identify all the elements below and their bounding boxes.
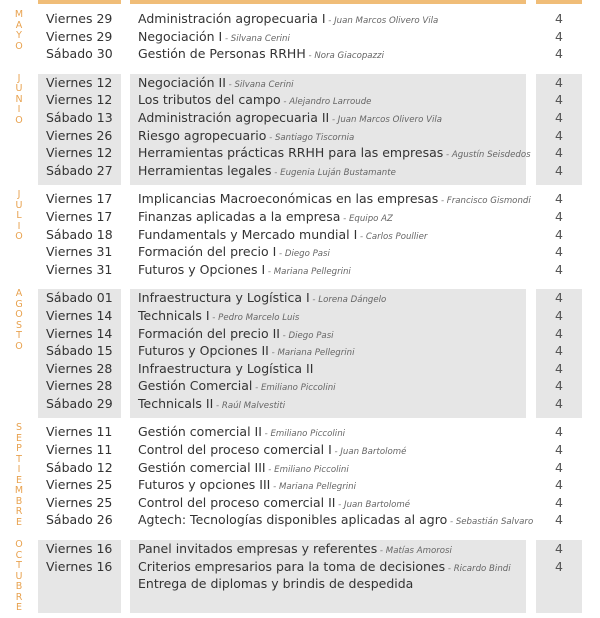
month-label-letter: T	[16, 560, 22, 572]
course-name: Technicals II	[138, 395, 214, 411]
month-label-letter: I	[17, 464, 21, 476]
month-label-letter: U	[15, 199, 23, 211]
month-block-octubre	[0, 540, 600, 613]
schedule-row	[0, 91, 600, 109]
session-hours: 4	[555, 145, 563, 161]
teacher-name: Mariana Pellegrini	[273, 266, 351, 277]
session-date: Viernes 12	[46, 74, 113, 90]
session-hours: 4	[555, 226, 563, 242]
session-hours: 4	[555, 477, 563, 493]
session-date: Sábado 13	[46, 109, 113, 125]
teacher-separator: -	[276, 249, 285, 260]
schedule-row	[0, 476, 600, 494]
course-name: Technicals I	[138, 307, 210, 323]
teacher-name: Diego Pasi	[284, 249, 330, 260]
teacher-name: Equipo AZ	[348, 213, 393, 224]
session-hours: 4	[555, 558, 563, 574]
schedule-row	[0, 377, 600, 395]
session-hours: 4	[555, 325, 563, 341]
schedule-row	[0, 74, 600, 92]
schedule-row	[0, 28, 600, 46]
teacher-separator: -	[265, 266, 274, 277]
session-hours: 4	[555, 290, 563, 306]
session-date: Viernes 11	[46, 442, 113, 458]
month-label-letter: T	[16, 330, 22, 342]
teacher-separator: -	[325, 16, 335, 26]
month-label-letter: O	[15, 340, 23, 352]
teacher-separator: -	[329, 114, 338, 125]
course-name: Formación del precio I	[138, 244, 277, 260]
schedule-grid	[0, 10, 600, 618]
session-date: Viernes 17	[46, 208, 113, 224]
schedule-row	[0, 511, 600, 529]
schedule-row	[0, 226, 600, 244]
month-rows	[0, 10, 600, 63]
month-label-letter: U	[15, 83, 23, 95]
teacher-separator: -	[268, 348, 278, 359]
course-name: Panel invitados empresas y referentes	[138, 541, 378, 557]
course-cell	[138, 575, 528, 593]
schedule-row	[0, 395, 600, 413]
month-rows	[0, 74, 600, 180]
session-hours: 4	[555, 343, 563, 359]
teacher-name: Juan Marcos Olivero Vila	[337, 114, 442, 125]
month-label-letter: O	[15, 114, 23, 126]
teacher-separator: -	[445, 563, 454, 574]
teacher-name: Pedro Marcelo Luis	[218, 312, 300, 323]
course-name: Riesgo agropecuario	[138, 127, 267, 143]
course-name: Control del proceso comercial II	[138, 494, 336, 510]
course-name: Control del proceso comercial I	[138, 442, 332, 458]
session-hours: 4	[555, 424, 563, 440]
course-name: Infraestructura y Logística I	[138, 290, 310, 306]
teacher-name: Emiliano Piccolini	[260, 383, 336, 394]
teacher-separator: -	[340, 213, 349, 224]
session-hours: 4	[555, 28, 563, 44]
schedule-row	[0, 45, 600, 63]
month-label-letter: Y	[16, 30, 22, 41]
month-label-letter: I	[17, 104, 21, 116]
month-label-letter: J	[17, 72, 21, 84]
course-name: Gestión comercial II	[138, 424, 262, 440]
teacher-name: Diego Pasi	[288, 330, 334, 341]
month-label-letter: E	[15, 602, 22, 614]
month-label-letter: T	[16, 453, 22, 465]
teacher-separator: -	[261, 429, 271, 440]
month-label-letter: O	[15, 231, 23, 243]
teacher-separator: -	[357, 231, 366, 242]
session-date: Viernes 25	[46, 477, 113, 493]
month-label-letter: B	[15, 581, 23, 593]
month-label-letter: C	[15, 549, 23, 561]
teacher-separator: -	[438, 196, 447, 207]
month-label-letter: N	[15, 93, 23, 105]
teacher-name: Sebastián Salvaro	[455, 517, 534, 528]
month-rows	[0, 190, 600, 278]
session-hours: 4	[555, 261, 563, 277]
course-cell	[138, 261, 528, 282]
session-date: Viernes 26	[46, 127, 113, 143]
teacher-name: Silvana Cerini	[230, 33, 290, 44]
teacher-name: Nora Giacopazzi	[314, 51, 384, 62]
teacher-separator: -	[331, 447, 341, 458]
month-label-letter: M	[14, 485, 24, 497]
course-name: Implicancias Macroeconómicas en las empresas	[138, 191, 439, 207]
month-block-septiembre	[0, 423, 600, 535]
schedule-row	[0, 307, 600, 325]
teacher-name: Lorena Dángelo	[318, 295, 387, 306]
month-label-letter: G	[15, 298, 23, 310]
month-label-letter: A	[15, 19, 23, 31]
session-hours: 4	[555, 395, 563, 411]
teacher-separator: -	[335, 499, 345, 510]
session-date: Sábado 27	[46, 162, 113, 178]
schedule-row	[0, 261, 600, 279]
month-block-agosto	[0, 289, 600, 418]
session-date: Sábado 29	[46, 395, 113, 411]
schedule-row	[0, 494, 600, 512]
teacher-name: Emiliano Piccolini	[274, 464, 349, 475]
course-cell	[138, 162, 528, 183]
course-cell	[138, 45, 528, 66]
month-label-letter: O	[15, 309, 23, 321]
teacher-name: Alejandro Larroude	[289, 97, 372, 108]
teacher-separator: -	[443, 150, 452, 161]
month-label-letter: E	[15, 432, 22, 444]
session-date: Viernes 28	[46, 378, 113, 394]
course-name: Herramientas prácticas RRHH para las empresas	[138, 145, 444, 161]
session-hours: 4	[555, 442, 563, 458]
session-date: Viernes 25	[46, 494, 113, 510]
course-name: Infraestructura y Logística II	[138, 360, 314, 376]
teacher-name: Mariana Pellegrini	[277, 348, 355, 359]
course-name: Negociación I	[138, 28, 223, 44]
course-name: Los tributos del campo	[138, 92, 281, 108]
teacher-separator: -	[265, 464, 275, 475]
top-accent-bar-hours	[536, 0, 582, 4]
schedule-row	[0, 162, 600, 180]
teacher-separator: -	[305, 51, 315, 62]
session-date: Viernes 12	[46, 145, 113, 161]
session-date: Sábado 12	[46, 459, 113, 475]
course-name: Agtech: Tecnologías disponibles aplicadas al agro	[138, 512, 448, 528]
month-label-letter: A	[15, 288, 23, 300]
session-date: Viernes 28	[46, 360, 113, 376]
schedule-row	[0, 423, 600, 441]
schedule-row	[0, 190, 600, 208]
schedule-row	[0, 558, 600, 576]
schedule-row	[0, 575, 600, 593]
teacher-name: Carlos Poullier	[365, 231, 428, 242]
teacher-separator: -	[270, 482, 279, 493]
course-name: Entrega de diplomas y brindis de despedida	[138, 576, 414, 592]
course-name: Administración agropecuaria I	[138, 11, 326, 26]
course-name: Negociación II	[138, 74, 226, 90]
teacher-separator: -	[309, 295, 319, 306]
month-label-letter: B	[15, 495, 23, 507]
course-name: Gestión Comercial	[138, 378, 253, 394]
session-date: Sábado 01	[46, 290, 113, 306]
session-date: Viernes 31	[46, 244, 113, 260]
top-accent-bar-date	[38, 0, 121, 4]
session-hours: 4	[555, 74, 563, 90]
session-date: Sábado 15	[46, 343, 113, 359]
top-accent-bar-course	[130, 0, 526, 4]
session-hours: 4	[555, 360, 563, 376]
teacher-separator: -	[447, 517, 456, 528]
session-hours: 4	[555, 541, 563, 557]
session-date: Viernes 17	[46, 191, 113, 207]
session-date: Viernes 11	[46, 424, 113, 440]
schedule-row	[0, 360, 600, 378]
teacher-name: Emiliano Piccolini	[270, 429, 346, 440]
session-date: Sábado 18	[46, 226, 113, 242]
course-name: Gestión de Personas RRHH	[138, 46, 306, 62]
schedule-row	[0, 289, 600, 307]
teacher-name: Santiago Tiscornia	[274, 132, 355, 143]
course-name: Futuros y Opciones I	[138, 261, 266, 277]
month-label-letter: O	[15, 40, 23, 52]
month-label-letter: J	[17, 189, 21, 201]
course-name: Herramientas legales	[138, 162, 272, 178]
schedule-row	[0, 342, 600, 360]
schedule-row	[0, 441, 600, 459]
month-label-letter: R	[15, 591, 23, 603]
session-hours: 4	[555, 307, 563, 323]
session-date: Viernes 14	[46, 325, 113, 341]
month-label-letter: S	[15, 422, 23, 434]
session-hours: 4	[555, 208, 563, 224]
teacher-name: Eugenia Luján Bustamante	[280, 167, 396, 178]
course-cell	[138, 511, 534, 532]
course-name: Administración agropecuaria II	[138, 109, 330, 125]
teacher-separator: -	[209, 312, 219, 323]
session-date: Viernes 16	[46, 558, 113, 574]
session-date: Viernes 16	[46, 541, 113, 557]
session-hours: 4	[555, 127, 563, 143]
session-hours: 4	[555, 512, 563, 528]
teacher-separator: -	[213, 400, 222, 411]
month-block-julio	[0, 190, 600, 284]
session-hours: 4	[555, 191, 563, 207]
month-label-letter: L	[16, 210, 22, 222]
session-date: Viernes 31	[46, 261, 113, 277]
session-hours: 4	[555, 92, 563, 108]
teacher-name: Ricardo Bindi	[453, 563, 511, 574]
month-label-letter: O	[15, 539, 23, 551]
teacher-name: Mariana Pellegrini	[278, 482, 356, 493]
teacher-name: Juan Bartolomé	[344, 499, 411, 510]
teacher-separator: -	[266, 132, 275, 143]
month-rows	[0, 289, 600, 412]
teacher-separator: -	[279, 330, 289, 341]
schedule-row	[0, 127, 600, 145]
teacher-name: Juan Bartolomé	[340, 447, 407, 458]
session-hours: 4	[555, 109, 563, 125]
schedule-row	[0, 10, 600, 28]
course-name: Gestión comercial III	[138, 459, 266, 475]
month-block-junio	[0, 74, 600, 186]
session-date: Viernes 12	[46, 92, 113, 108]
session-date: Sábado 26	[46, 512, 113, 528]
schedule-row	[0, 144, 600, 162]
teacher-separator: -	[252, 383, 261, 394]
session-hours: 4	[555, 459, 563, 475]
month-label-letter: R	[15, 506, 23, 518]
course-name: Futuros y Opciones II	[138, 343, 269, 359]
session-date: Viernes 29	[46, 11, 113, 26]
session-hours: 4	[555, 244, 563, 260]
teacher-separator: -	[271, 167, 281, 178]
teacher-name: Raúl Malvestiti	[221, 400, 286, 411]
session-date: Sábado 30	[46, 46, 113, 62]
teacher-name: Francisco Gismondi	[446, 196, 531, 207]
teacher-name: Juan Marcos Olivero Vila	[334, 16, 439, 26]
course-name: Futuros y opciones III	[138, 477, 271, 493]
teacher-separator: -	[225, 79, 235, 90]
session-hours: 4	[555, 11, 563, 26]
session-hours: 4	[555, 494, 563, 510]
teacher-separator: -	[280, 97, 290, 108]
schedule-row	[0, 208, 600, 226]
schedule-row	[0, 540, 600, 558]
month-label-letter: U	[15, 570, 23, 582]
schedule-row	[0, 459, 600, 477]
session-hours: 4	[555, 46, 563, 62]
month-label-letter: P	[16, 443, 22, 455]
session-date: Viernes 14	[46, 307, 113, 323]
course-cell	[138, 395, 528, 416]
course-name: Criterios empresarios para la toma de decisiones	[138, 558, 446, 574]
teacher-separator: -	[222, 33, 231, 44]
course-name: Formación del precio II	[138, 325, 280, 341]
month-label-letter: M	[14, 9, 24, 20]
session-hours: 4	[555, 378, 563, 394]
month-label-letter: S	[15, 319, 23, 331]
course-name: Fundamentals y Mercado mundial I	[138, 226, 358, 242]
month-label-letter: E	[15, 474, 22, 486]
teacher-name: Agustín Seisdedos	[451, 150, 531, 161]
month-block-mayo	[0, 10, 600, 69]
session-hours: 4	[555, 162, 563, 178]
teacher-name: Matías Amorosi	[385, 546, 452, 557]
course-name: Finanzas aplicadas a la empresa	[138, 208, 341, 224]
schedule-row	[0, 325, 600, 343]
schedule-row	[0, 109, 600, 127]
teacher-name: Silvana Cerini	[234, 79, 294, 90]
month-label-letter: I	[17, 220, 21, 232]
schedule-row	[0, 243, 600, 261]
month-rows	[0, 540, 600, 593]
course-cell	[138, 360, 528, 378]
session-date: Viernes 29	[46, 28, 113, 44]
month-rows	[0, 423, 600, 529]
month-label-letter: E	[15, 516, 22, 528]
teacher-separator: -	[377, 546, 386, 557]
